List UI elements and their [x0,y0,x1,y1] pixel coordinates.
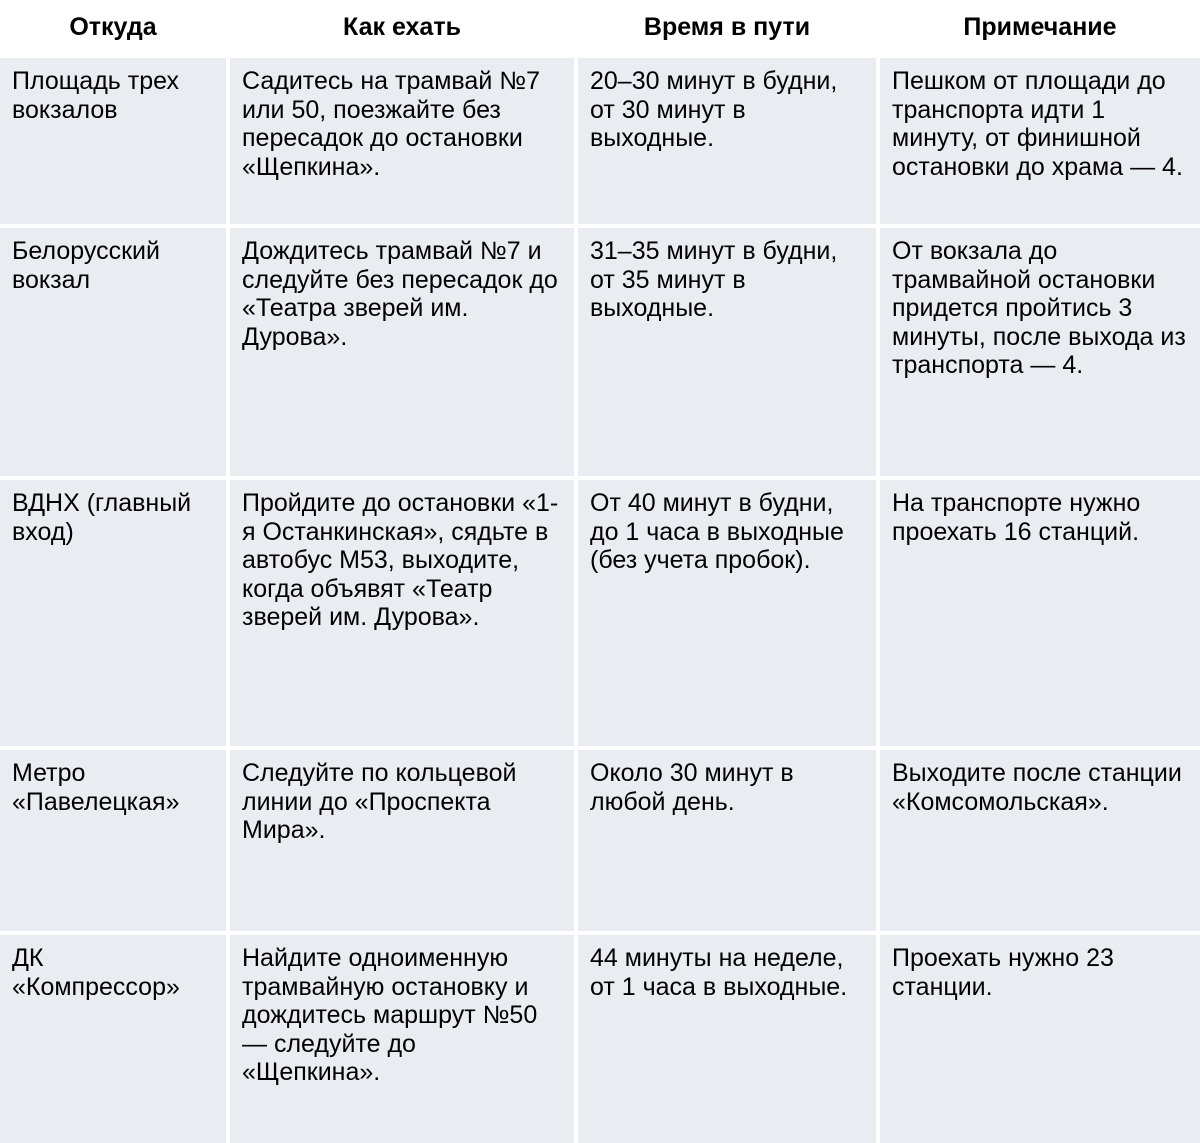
cell-how: Дождитесь трамвай №7 и следуйте без пересадок до «Театра зверей им. Дурова». [228,226,576,478]
cell-note: Пешком от площади до транспорта идти 1 минуту, от финишной остановки до храма — 4. [878,56,1200,226]
cell-how: Пройдите до остановки «1-я Останкинская», сядьте в автобус М53, выходите, когда объявят «Театр зверей им. Дурова». [228,478,576,748]
cell-note: Выходите после станции «Комсомольская». [878,748,1200,933]
cell-from: Площадь трех вокзалов [0,56,228,226]
table-row [0,226,1200,478]
header-note: Примечание [878,0,1200,56]
cell-time: 44 минуты на неделе, от 1 часа в выходные. [576,933,878,1143]
table-header [0,0,1200,56]
cell-from: Белорусский вокзал [0,226,228,478]
cell-time: От 40 минут в будни, до 1 часа в выходные (без учета пробок). [576,478,878,748]
cell-note: На транспорте нужно проехать 16 станций. [878,478,1200,748]
table-row [0,56,1200,226]
cell-time: 31–35 минут в будни, от 35 минут в выходные. [576,226,878,478]
cell-how: Следуйте по кольцевой линии до «Проспекта Мира». [228,748,576,933]
cell-note: От вокзала до трамвайной остановки придется пройтись 3 минуты, после выхода из транспорта — 4. [878,226,1200,478]
cell-from: ВДНХ (главный вход) [0,478,228,748]
header-from: Откуда [0,0,228,56]
cell-from: ДК «Компрессор» [0,933,228,1143]
table-row [0,933,1200,1143]
header-time: Время в пути [576,0,878,56]
table-body [0,56,1200,1143]
cell-from: Метро «Павелецкая» [0,748,228,933]
cell-time: Около 30 минут в любой день. [576,748,878,933]
header-row [0,0,1200,56]
table-row [0,748,1200,933]
header-how: Как ехать [228,0,576,56]
cell-how: Найдите одноименную трамвайную остановку и дождитесь маршрут №50 — следуйте до «Щепкина». [228,933,576,1143]
table-row [0,478,1200,748]
cell-how: Садитесь на трамвай №7 или 50, поезжайте без пересадок до остановки «Щепкина». [228,56,576,226]
cell-time: 20–30 минут в будни, от 30 минут в выходные. [576,56,878,226]
cell-note: Проехать нужно 23 станции. [878,933,1200,1143]
